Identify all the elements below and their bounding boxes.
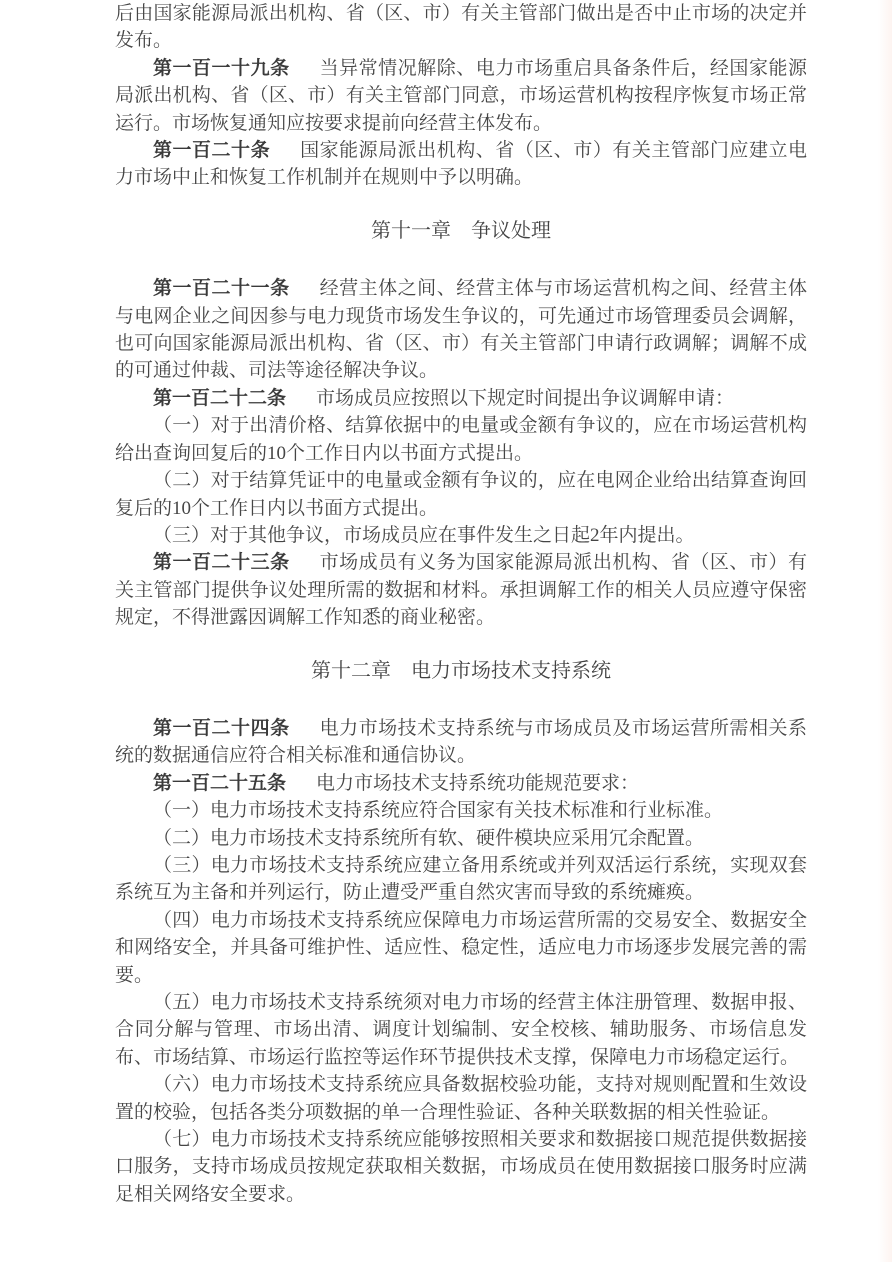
body-paragraph: （三）对于其他争议，市场成员应在事件发生之日起2年内提出。 — [153, 524, 695, 546]
article-text: 电力市场技术支持系统与市场成员及市场运营所需相关系统的数据通信应符合相关标准和通信协议。 — [115, 717, 807, 767]
article-paragraph — [115, 275, 807, 385]
body-paragraph: （四）电力市场技术支持系统应保障电力市场运营所需的交易安全、数据安全和网络安全，并具备可维护性、适应性、稳定性，适应电力市场逐步发展完善的需要。 — [115, 909, 807, 986]
body-paragraph: （五）电力市场技术支持系统须对电力市场的经营主体注册管理、数据申报、合同分解与管理、市场出清、调度计划编制、安全校核、辅助服务、市场信息发布、市场结算、市场运行监控等运作环节提供技术支撑，保障电力市场稳定运行。 — [115, 992, 807, 1068]
body-paragraph: 后由国家能源局派出机构、省（区、市）有关主管部门做出是否中止市场的决定并发布。 — [115, 3, 807, 52]
article-text: 市场成员应按照以下规定时间提出争议调解申请： — [316, 387, 735, 409]
chapter-heading: 第十一章 争议处理 — [371, 219, 551, 242]
article-text: 电力市场技术支持系统功能规范要求： — [316, 772, 640, 794]
article-text: 经营主体之间、经营主体与市场运营机构之间、经营主体与电网企业之间因参与电力现货市场发生争议的，可先通过市场管理委员会调解，也可向国家能源局派出机构、省（区、市）有关主管部门申请行政调解；调解不成的可通过仲裁、司法等途径解决争议。 — [115, 278, 807, 382]
article-number: 第一百二十四条 — [153, 717, 290, 739]
article-paragraph — [115, 385, 807, 412]
article-text: 当异常情况解除、电力市场重启具备条件后，经国家能源局派出机构、省（区、市）有关主管部门同意，市场运营机构按程序恢复市场正常运行。市场恢复通知应按要求提前向经营主体发布。 — [115, 57, 807, 134]
article-number: 第一百二十一条 — [153, 278, 290, 300]
article-paragraph — [115, 549, 807, 631]
article-paragraph — [115, 770, 807, 797]
article-text: 市场成员有义务为国家能源局派出机构、省（区、市）有关主管部门提供争议处理所需的数据和材料。承担调解工作的相关人员应遵守保密规定，不得泄露因调解工作知悉的商业秘密。 — [115, 552, 807, 629]
article-number: 第一百二十二条 — [153, 387, 287, 409]
article-number: 第一百一十九条 — [153, 57, 290, 79]
chapter-heading: 第十二章 电力市场技术支持系统 — [311, 659, 611, 682]
body-paragraph: （一）对于出清价格、结算依据中的电量或金额有争议的，应在市场运营机构给出查询回复后的10个工作日内以书面方式提出。 — [115, 415, 807, 464]
document-body — [115, 0, 807, 1208]
article-text: 国家能源局派出机构、省（区、市）有关主管部门应建立电力市场中止和恢复工作机制并在规则中予以明确。 — [115, 140, 807, 189]
body-paragraph: （三）电力市场技术支持系统应建立备用系统或并列双活运行系统，实现双套系统互为主备和并列运行，防止遭受严重自然灾害而导致的系统瘫痪。 — [115, 854, 807, 904]
body-paragraph: （一）电力市场技术支持系统应符合国家有关技术标准和行业标准。 — [153, 800, 724, 822]
article-number: 第一百二十条 — [153, 140, 271, 162]
article-number: 第一百二十三条 — [153, 552, 290, 574]
body-paragraph: （七）电力市场技术支持系统应能够按照相关要求和数据接口规范提供数据接口服务，支持市场成员按规定获取相关数据，市场成员在使用数据接口服务时应满足相关网络安全要求。 — [115, 1129, 807, 1205]
article-number: 第一百二十五条 — [153, 772, 287, 794]
article-paragraph — [115, 715, 807, 770]
body-paragraph: （六）电力市场技术支持系统应具备数据校验功能，支持对规则配置和生效设置的校验，包括各类分项数据的单一合理性验证、各种关联数据的相关性验证。 — [115, 1074, 807, 1123]
body-paragraph: （二）对于结算凭证中的电量或金额有争议的，应在电网企业给出结算查询回复后的10个工作日内以书面方式提出。 — [115, 470, 807, 519]
article-paragraph — [115, 137, 807, 192]
article-paragraph — [115, 55, 807, 137]
body-paragraph: （二）电力市场技术支持系统所有软、硬件模块应采用冗余配置。 — [153, 827, 705, 849]
